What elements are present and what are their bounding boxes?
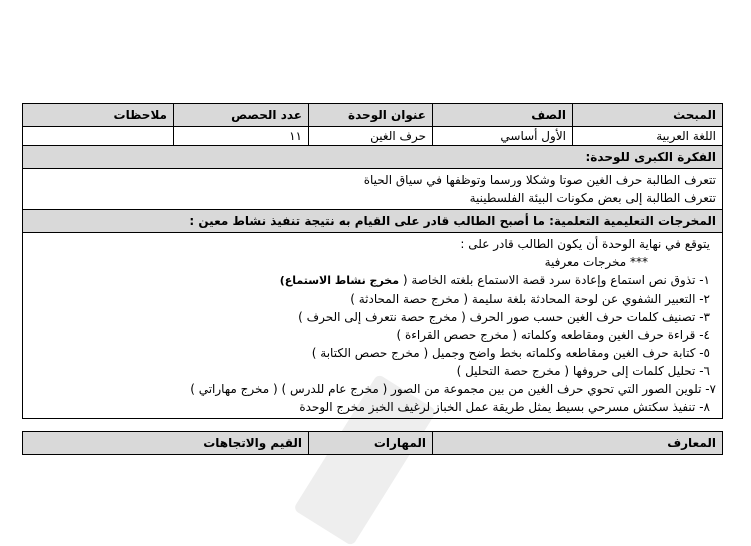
unit-title-header: عنوان الوحدة [309,104,433,127]
skills-header: المهارات [309,432,433,455]
outcome-item: ٧- تلوين الصور التي تحوي حرف الغين من بين مجموعة من الصور ( مخرج عام للدرس ) ( مخرج مهاراتي ) [190,382,716,396]
outcomes-content-row [23,233,723,419]
outcome-item: ٣- تصنيف كلمات حرف الغين حسب صور الحرف ( مخرج حصة نتعرف إلى الحرف ) [298,310,710,324]
values-row [23,127,723,146]
outcome-item [29,271,716,290]
subject-value: اللغة العربية [573,127,723,146]
outcomes-title: المخرجات التعليمية التعلمية: ما أصبح الطالب قادر على القيام به نتيجة تنفيذ نشاط معين : [23,210,723,233]
big-idea-line: تتعرف الطالبة إلى بعض مكونات البيئة الفلسطينية [469,191,716,205]
big-idea-title: الفكرة الكبرى للوحدة: [23,146,723,169]
outcome-item: ٢- التعبير الشفوي عن لوحة المحادثة بلغة سليمة ( مخرج حصة المحادثة ) [350,292,710,306]
subject-header: المبحث [573,104,723,127]
big-idea-title-row [23,146,723,169]
big-idea-content [23,169,723,210]
big-idea-content-row [23,169,723,210]
outcomes-intro: يتوقع في نهاية الوحدة أن يكون الطالب قادر على : [460,237,710,251]
knowledge-header: المعارف [433,432,723,455]
big-idea-line: تتعرف الطالبة حرف الغين صوتا وشكلا ورسما وتوظفها في سياق الحياة [363,173,716,187]
unit-plan-table [22,103,723,455]
outcome-item: ٥- كتابة حرف الغين ومقاطعه وكلماته بخط واضح وجميل ( مخرج حصص الكتابة ) [311,346,710,360]
grade-header: الصف [433,104,573,127]
outcome-item-text: ١- تذوق نص استماع وإعادة سرد قصة الاستماع بلغته الخاصة ( [402,273,710,287]
grade-value: الأول أساسي [433,127,573,146]
outcome-item: ٨- تنفيذ سكتش مسرحي بسيط يمثل طريقة عمل الخباز لرغيف الخبز مخرج الوحدة [299,400,710,414]
notes-value [23,127,174,146]
outcome-item: ٤- قراءة حرف الغين ومقاطعه وكلماته ( مخرج حصص القراءة ) [396,328,710,342]
outcome-item: ٦- تحليل كلمات إلى حروفها ( مخرج حصة التحليل ) [456,364,710,378]
unit-title-value: حرف الغين [309,127,433,146]
periods-value: ١١ [174,127,309,146]
outcomes-title-row [23,210,723,233]
header-row [23,104,723,127]
spacer-row [23,419,723,432]
spacer-cell [23,419,723,432]
notes-header: ملاحظات [23,104,174,127]
periods-header: عدد الحصص [174,104,309,127]
outcome-item-bold: مخرج نشاط الاستماع) [279,274,403,287]
outcomes-subtitle: *** مخرجات معرفية [544,255,648,269]
values-header: القيم والاتجاهات [23,432,309,455]
bottom-header-row [23,432,723,455]
outcomes-content [23,233,723,419]
